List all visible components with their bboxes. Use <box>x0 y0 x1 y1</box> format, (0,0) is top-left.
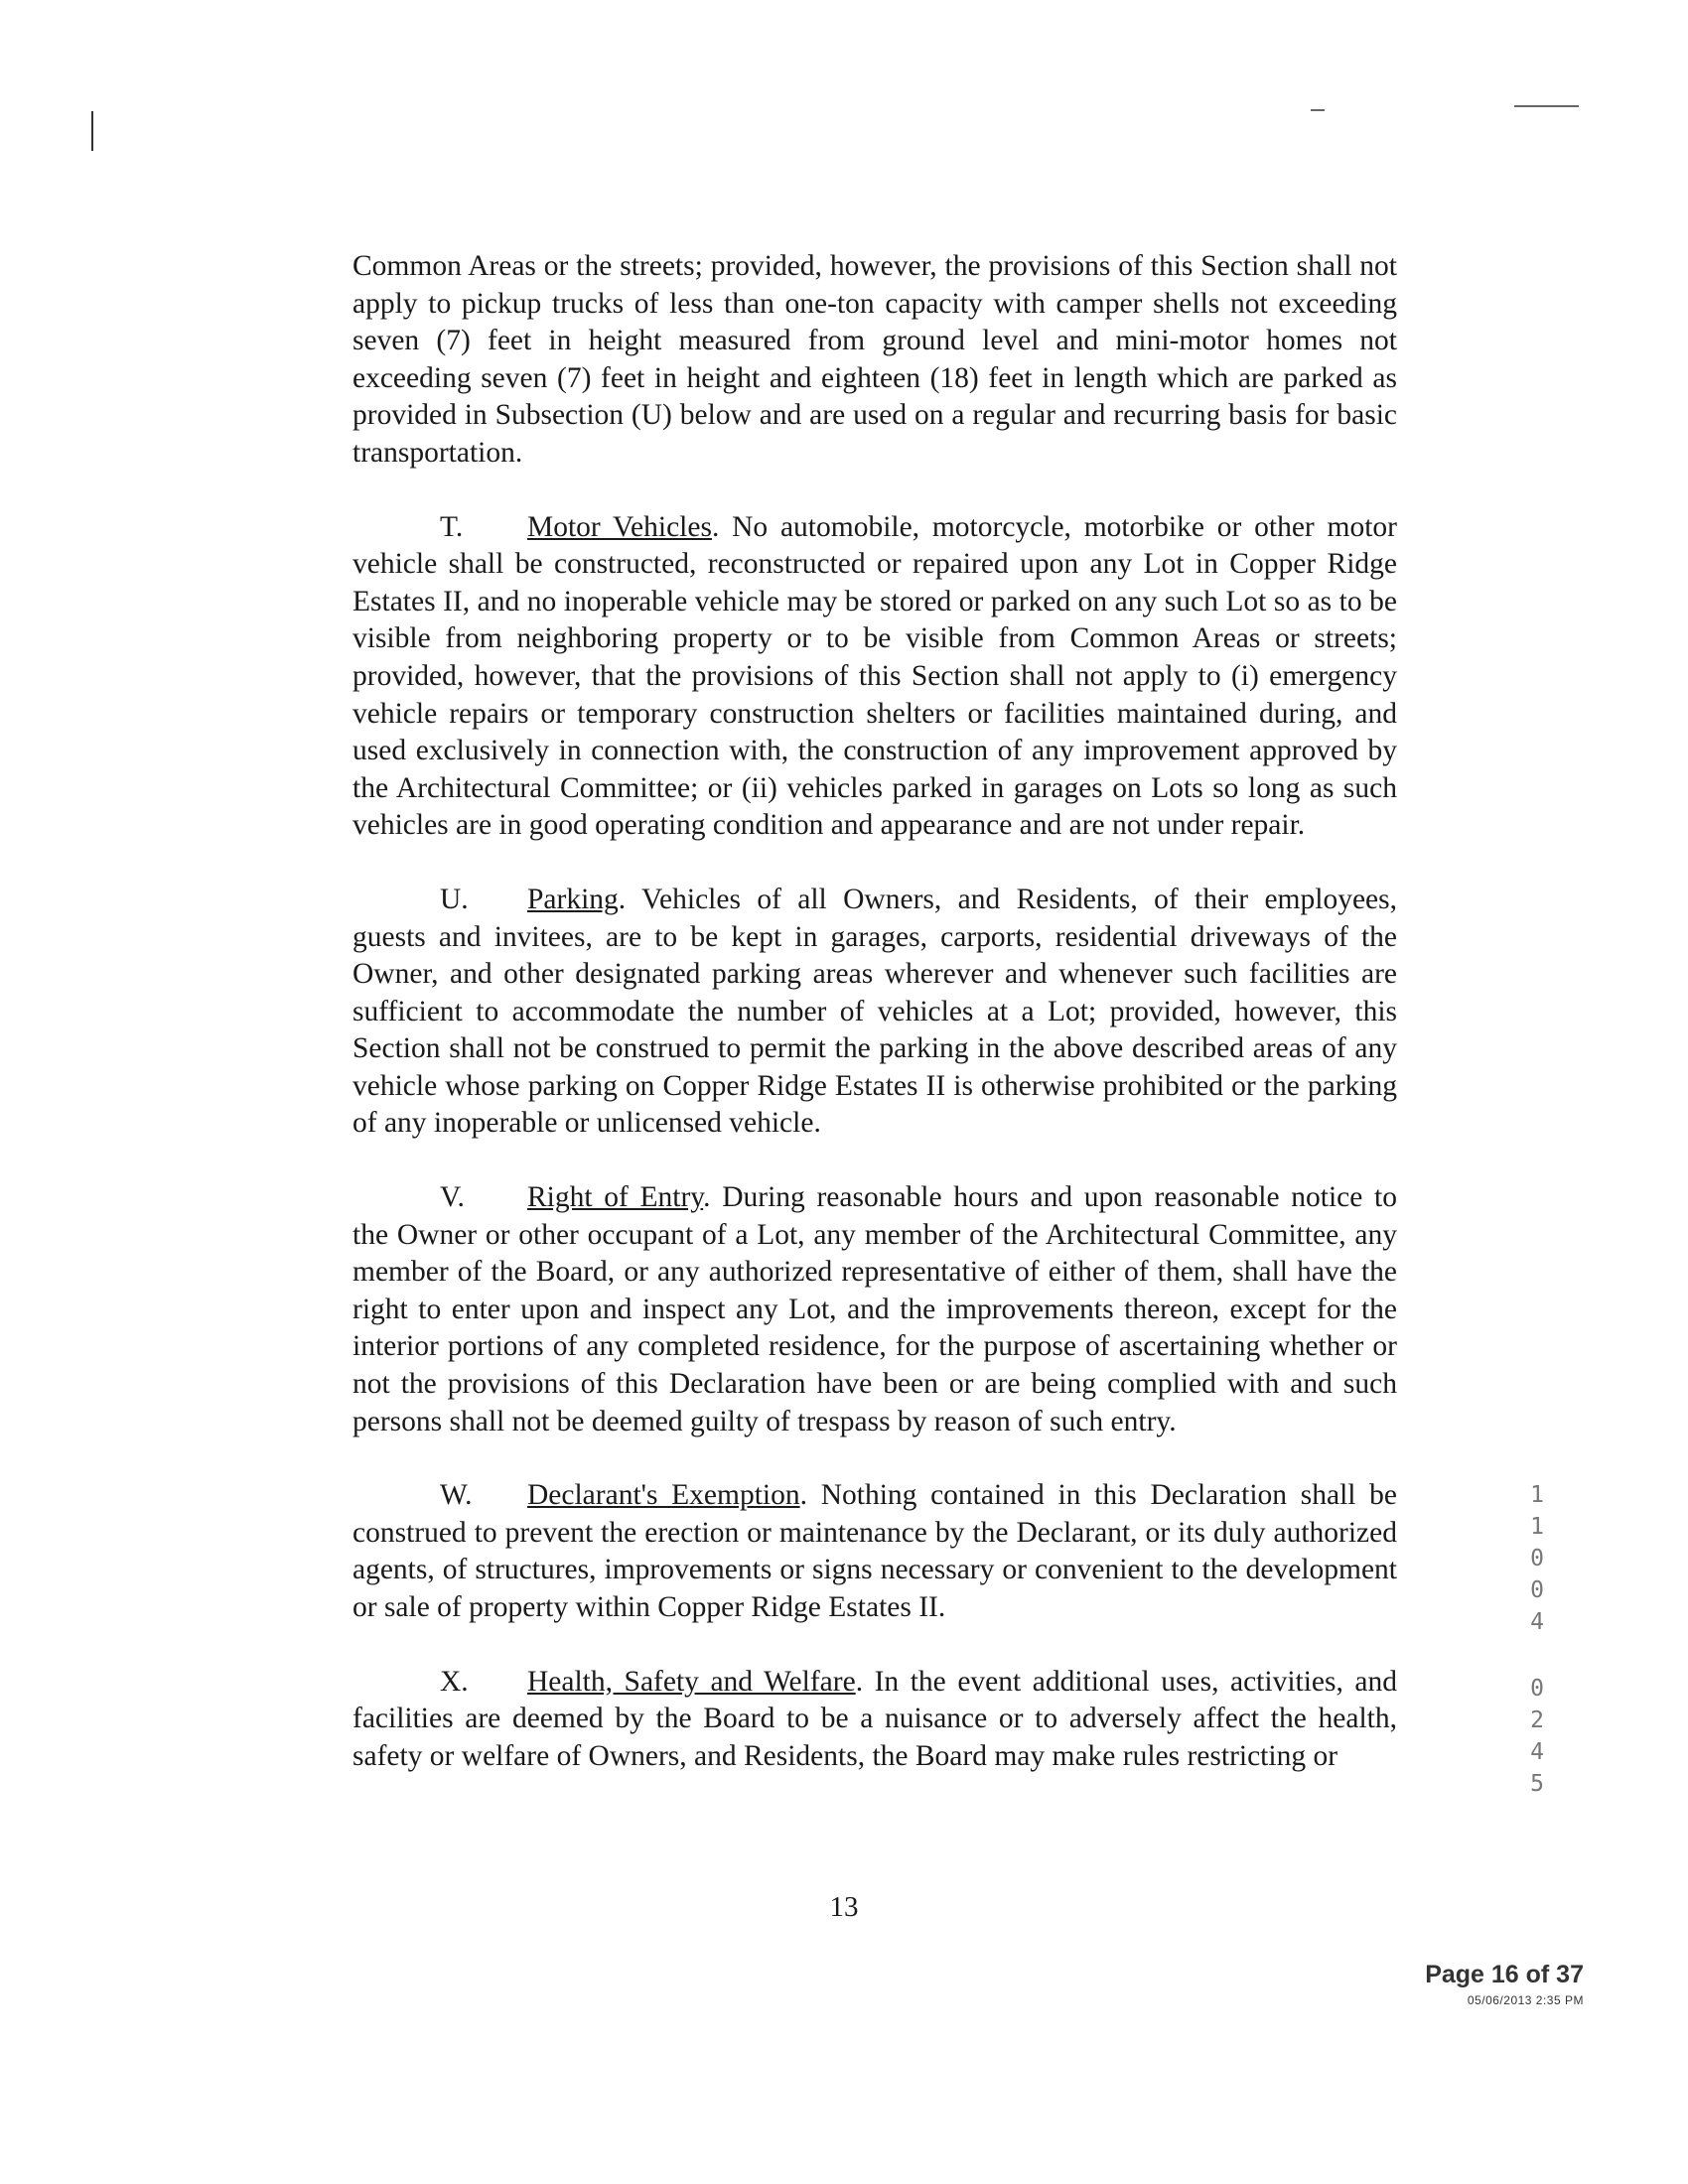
recording-digit: 1 <box>1530 1514 1544 1540</box>
recording-digit: 4 <box>1530 1609 1544 1635</box>
recording-digit: 5 <box>1530 1771 1544 1797</box>
recording-digit: 0 <box>1530 1577 1544 1603</box>
timestamp: 05/06/2013 2:35 PM <box>1467 1993 1584 2007</box>
page-count: Page 16 of 37 <box>1425 1961 1584 1988</box>
recording-number-bottom <box>1526 1673 1548 1800</box>
section-body: . In the event additional uses, activities, and facilities are deemed by the Board to be a nuisance or to adversely affect the health, safety or welfare of Owners, and Residents, the Board may make rules restricting or <box>352 1665 1397 1772</box>
recording-digit: 4 <box>1530 1739 1544 1765</box>
section-body: . No automobile, motorcycle, motorbike or other motor vehicle shall be constructed, reconstructed or repaired upon any Lot in Copper Ridge Estates II, and no inoperable vehicle may be stored or parked on any such Lot so as to be visible from neighboring property or to be visible from Common Areas or streets; provided, however, that the provisions of this Section shall not apply to (i) emergency vehicle repairs or temporary construction shelters or facilities maintained during, and used exclusively in connection with, the construction of any improvement approved by the Architectural Committee; or (ii) vehicles parked in garages on Lots so long as such vehicles are in good operating condition and appearance and are not under repair. <box>352 510 1397 842</box>
recording-digit: 0 <box>1530 1546 1544 1571</box>
page-number: 13 <box>829 1891 859 1923</box>
section-w <box>352 1477 1397 1626</box>
section-body: . Nothing contained in this Declaration shall be construed to prevent the erection or maintenance by the Declarant, or its duly authorized agents, of structures, improvements or signs necessary or convenient to the development or sale of property within Copper Ridge Estates II. <box>352 1479 1398 1623</box>
section-heading: Motor Vehicles <box>527 510 712 543</box>
section-letter: T. <box>440 510 464 543</box>
recording-digit: 2 <box>1530 1707 1544 1733</box>
scan-artifact-top-right <box>1514 105 1579 107</box>
section-letter: W. <box>440 1479 473 1512</box>
section-body: . During reasonable hours and upon reasonable notice to the Owner or other occupant of a Lot, any member of the Architectural Committee, any member of the Board, or any authorized representative of either of them, shall have the right to enter upon and inspect any Lot, and the improvements thereon, except for the interior portions of any completed residence, for the purpose of ascertaining whether or not the provisions of this Declaration have been or are being complied with and such persons shall not be deemed guilty of trespass by reason of such entry. <box>352 1181 1397 1437</box>
recording-digit: 1 <box>1530 1482 1544 1508</box>
scan-artifact-top <box>1311 109 1325 111</box>
section-u <box>352 882 1397 1143</box>
section-v <box>352 1179 1397 1440</box>
section-heading: Declarant's Exemption <box>527 1479 800 1512</box>
recording-number-top <box>1526 1479 1548 1638</box>
scan-artifact-left <box>91 111 93 151</box>
section-heading: Health, Safety and Welfare <box>527 1665 856 1698</box>
section-x <box>352 1664 1397 1776</box>
section-letter: X. <box>440 1665 469 1698</box>
recording-digit: 0 <box>1530 1676 1544 1702</box>
section-letter: U. <box>440 883 469 915</box>
footer-stamp <box>1425 1961 1584 2007</box>
intro-paragraph: Common Areas or the streets; provided, however, the provisions of this Section shall not apply to pickup trucks of less than one-ton capacity with camper shells not exceeding seven (7) feet in height measured from ground level and mini-motor homes not exceeding seven (7) feet in height and eighteen (18) feet in length which are parked as provided in Subsection (U) below and are used on a regular and recurring basis for basic transportation. <box>352 250 1397 469</box>
section-t <box>352 509 1397 845</box>
section-heading: Right of Entry <box>527 1181 704 1214</box>
section-letter: V. <box>440 1181 465 1214</box>
document-body <box>352 248 1397 1812</box>
section-body: . Vehicles of all Owners, and Residents, of their employees, guests and invitees, are to be kept in garages, carports, residential driveways of the Owner, and other designated parking areas wherever and whenever such facilities are sufficient to accommodate the number of vehicles at a Lot; provided, however, this Section shall not be construed to permit the parking in the above described areas of any vehicle whose parking on Copper Ridge Estates II is otherwise prohibited or the parking of any inoperable or unlicensed vehicle. <box>352 883 1397 1140</box>
section-heading: Parking <box>527 883 619 915</box>
